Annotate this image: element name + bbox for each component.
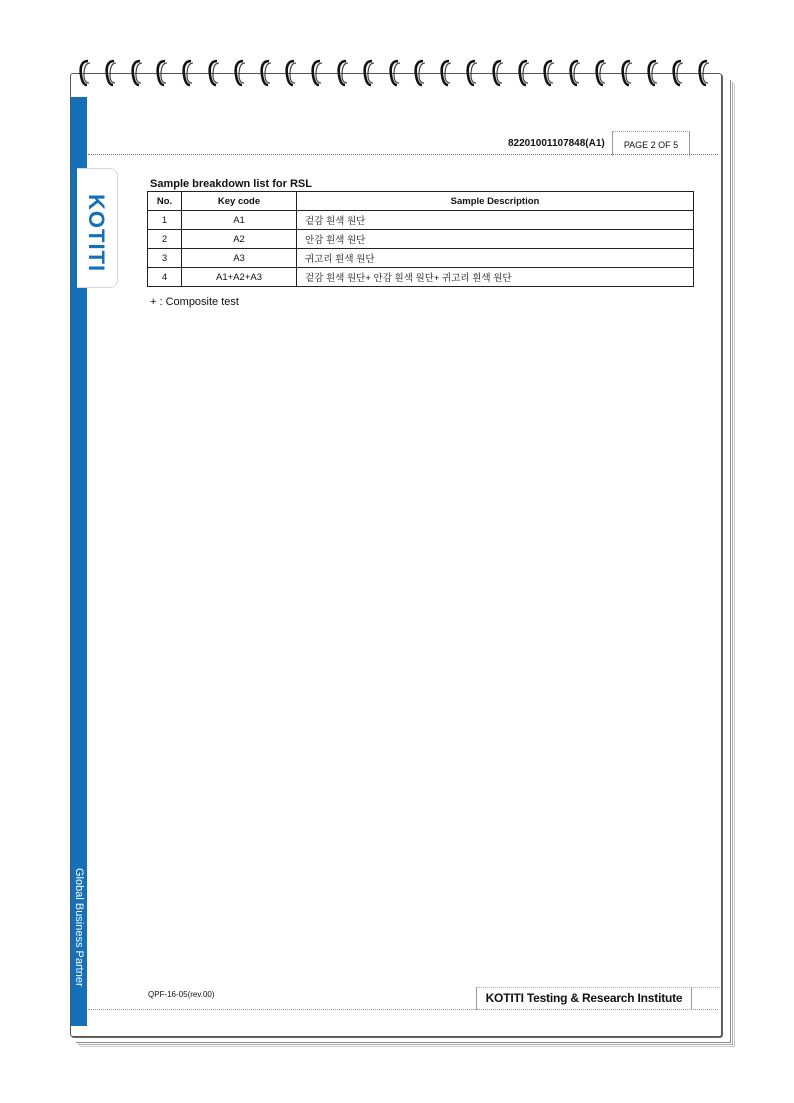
cell-no: 4: [148, 268, 182, 287]
kotiti-logo: KOTITI: [84, 194, 109, 273]
binding-ring: [388, 58, 402, 88]
sidebar-slogan: Global Business Partner: [73, 868, 85, 987]
binding-ring: [620, 58, 634, 88]
cell-key-code: A2: [182, 230, 297, 249]
form-code: QPF-16-05(rev.00): [148, 990, 215, 999]
cell-no: 2: [148, 230, 182, 249]
document-number: 82201001107848(A1): [508, 138, 605, 149]
binding-ring: [104, 58, 118, 88]
cell-no: 1: [148, 211, 182, 230]
binding-ring: [568, 58, 582, 88]
composite-note: + : Composite test: [150, 296, 239, 308]
binding-ring: [181, 58, 195, 88]
binding-ring: [130, 58, 144, 88]
cell-key-code: A1+A2+A3: [182, 268, 297, 287]
column-header-description: Sample Description: [297, 192, 694, 211]
binding-ring: [542, 58, 556, 88]
section-title: Sample breakdown list for RSL: [150, 178, 312, 190]
binding-ring: [465, 58, 479, 88]
cell-description: 겉감 흰색 원단+ 안감 흰색 원단+ 귀고리 흰색 원단: [297, 268, 694, 287]
binding-ring: [336, 58, 350, 88]
table-row: [148, 249, 694, 268]
binding-ring: [155, 58, 169, 88]
binding-ring: [362, 58, 376, 88]
cell-key-code: A3: [182, 249, 297, 268]
binding-ring: [671, 58, 685, 88]
column-header-no: No.: [148, 192, 182, 211]
binding-ring: [491, 58, 505, 88]
page-indicator: PAGE 2 OF 5: [612, 131, 690, 156]
binding-ring: [413, 58, 427, 88]
binding-ring: [259, 58, 273, 88]
header-divider: [88, 154, 718, 155]
cell-description: 귀고리 흰색 원단: [297, 249, 694, 268]
footer-divider: [88, 1009, 718, 1010]
institute-name: KOTITI Testing & Research Institute: [476, 988, 692, 1010]
binding-ring: [310, 58, 324, 88]
cell-no: 3: [148, 249, 182, 268]
binding-ring: [517, 58, 531, 88]
table-header-row: [148, 192, 694, 211]
table-row: [148, 211, 694, 230]
binding-ring: [284, 58, 298, 88]
binding-ring: [207, 58, 221, 88]
cell-description: 안감 흰색 원단: [297, 230, 694, 249]
column-header-key-code: Key code: [182, 192, 297, 211]
binding-ring: [439, 58, 453, 88]
binding-ring: [646, 58, 660, 88]
cell-description: 겉감 흰색 원단: [297, 211, 694, 230]
binding-ring: [78, 58, 92, 88]
cell-key-code: A1: [182, 211, 297, 230]
spiral-binding: [78, 58, 728, 98]
table-row: [148, 230, 694, 249]
binding-ring: [697, 58, 711, 88]
table-row: [148, 268, 694, 287]
binding-ring: [594, 58, 608, 88]
binding-ring: [233, 58, 247, 88]
sample-breakdown-table: [147, 191, 694, 287]
